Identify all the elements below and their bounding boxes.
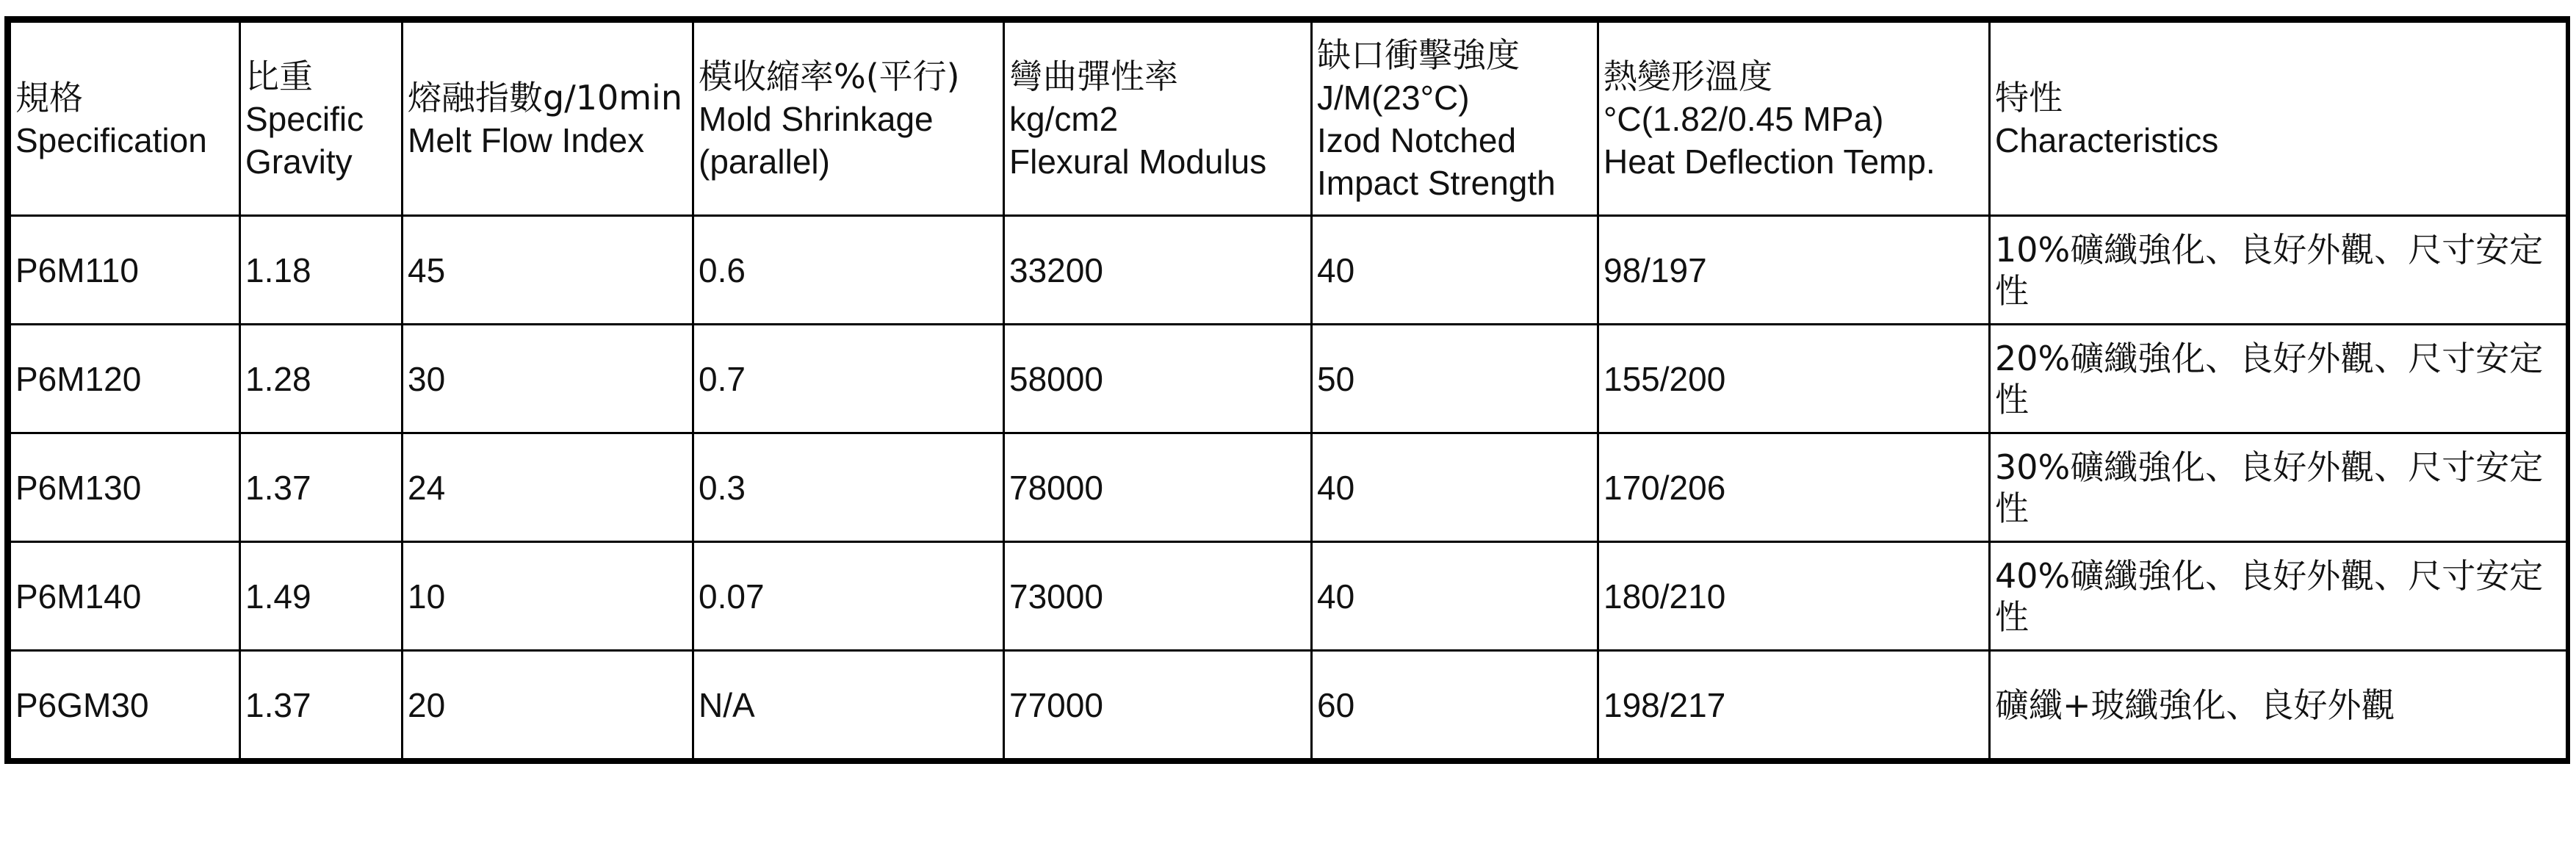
cell-gravity [240,325,403,433]
header-impact-en1: J/M(23°C) [1317,78,1470,117]
cell-hdt [1598,542,1990,651]
header-gravity-en1: Specific [245,99,364,138]
cell-spec-text: P6M130 [15,468,142,507]
header-modulus-en2: Flexural Modulus [1009,142,1267,181]
cell-characteristics-text: 礦纖+玻纖強化、良好外觀 [1995,685,2395,725]
cell-hdt-text: 198/217 [1603,685,1726,724]
cell-impact [1312,325,1598,433]
cell-characteristics [1990,651,2567,760]
column-header-shrinkage [693,22,1004,216]
spec-table [9,21,2568,760]
cell-impact [1312,651,1598,760]
cell-modulus-text: 78000 [1009,468,1103,507]
cell-mfi-text: 20 [408,685,446,724]
cell-shrinkage-text: 0.3 [699,468,746,507]
cell-shrinkage-text: N/A [699,685,755,724]
cell-mfi-text: 24 [408,468,446,507]
cell-shrinkage [693,542,1004,651]
header-impact-en2: Izod Notched [1317,120,1517,159]
column-header-hdt [1598,22,1990,216]
cell-hdt-text: 98/197 [1603,250,1707,289]
header-hdt-zh: 熱變形溫度 [1603,56,1772,96]
cell-mfi-text: 45 [408,250,446,289]
cell-mfi [403,651,693,760]
header-characteristics-zh: 特性 [1995,77,2063,118]
column-header-impact [1312,22,1598,216]
cell-shrinkage [693,216,1004,325]
cell-mfi-text: 30 [408,359,446,398]
header-modulus-en1: kg/cm2 [1009,99,1119,138]
cell-mfi-text: 10 [408,577,446,616]
cell-impact-text: 40 [1317,250,1355,289]
header-row [10,22,2567,216]
cell-gravity-text: 1.18 [245,250,311,289]
cell-mfi [403,325,693,433]
cell-hdt-text: 155/200 [1603,359,1726,398]
cell-characteristics-text: 40%礦纖強化、良好外觀、尺寸安定性 [1995,555,2544,637]
cell-modulus-text: 33200 [1009,250,1103,289]
cell-shrinkage [693,325,1004,433]
cell-gravity-text: 1.37 [245,468,311,507]
header-mfi-zh: 熔融指數g/10min [408,77,682,118]
cell-mfi [403,542,693,651]
cell-modulus [1004,216,1312,325]
header-modulus-zh: 彎曲彈性率 [1009,56,1178,96]
cell-characteristics-text: 10%礦纖強化、良好外觀、尺寸安定性 [1995,229,2544,311]
cell-spec [10,542,240,651]
cell-gravity [240,216,403,325]
header-spec-en1: Specification [15,120,207,159]
cell-mfi [403,433,693,542]
spec-table-frame [4,16,2570,764]
header-shrinkage-zh: 模收縮率%(平行) [699,56,960,96]
cell-impact-text: 40 [1317,577,1355,616]
cell-hdt-text: 180/210 [1603,577,1726,616]
table-row [10,433,2567,542]
cell-modulus-text: 73000 [1009,577,1103,616]
column-header-gravity [240,22,403,216]
table-row [10,216,2567,325]
cell-hdt-text: 170/206 [1603,468,1726,507]
table-row [10,542,2567,651]
cell-hdt [1598,651,1990,760]
header-characteristics-en1: Characteristics [1995,120,2219,159]
cell-shrinkage-text: 0.07 [699,577,765,616]
cell-gravity [240,542,403,651]
cell-gravity-text: 1.49 [245,577,311,616]
header-shrinkage-en2: (parallel) [699,142,830,181]
header-impact-en3: Impact Strength [1317,163,1556,202]
cell-gravity-text: 1.37 [245,685,311,724]
cell-modulus [1004,325,1312,433]
cell-shrinkage [693,651,1004,760]
cell-gravity [240,433,403,542]
cell-modulus [1004,542,1312,651]
cell-spec-text: P6M120 [15,359,142,398]
cell-shrinkage-text: 0.7 [699,359,746,398]
cell-characteristics [1990,542,2567,651]
cell-impact [1312,433,1598,542]
header-shrinkage-en1: Mold Shrinkage [699,99,934,138]
column-header-characteristics [1990,22,2567,216]
column-header-mfi [403,22,693,216]
header-gravity-zh: 比重 [245,56,313,96]
cell-shrinkage-text: 0.6 [699,250,746,289]
cell-spec [10,216,240,325]
cell-hdt [1598,216,1990,325]
cell-characteristics-text: 30%礦纖強化、良好外觀、尺寸安定性 [1995,447,2544,528]
cell-gravity [240,651,403,760]
cell-impact-text: 40 [1317,468,1355,507]
header-gravity-en2: Gravity [245,142,353,181]
cell-impact [1312,542,1598,651]
table-row [10,651,2567,760]
table-row [10,325,2567,433]
cell-characteristics-text: 20%礦纖強化、良好外觀、尺寸安定性 [1995,338,2544,419]
header-impact-zh: 缺口衝擊強度 [1317,35,1520,75]
cell-impact [1312,216,1598,325]
cell-modulus-text: 58000 [1009,359,1103,398]
cell-characteristics [1990,325,2567,433]
column-header-spec [10,22,240,216]
cell-spec-text: P6M140 [15,577,142,616]
cell-characteristics [1990,216,2567,325]
cell-spec [10,325,240,433]
cell-modulus [1004,433,1312,542]
cell-characteristics [1990,433,2567,542]
cell-modulus-text: 77000 [1009,685,1103,724]
cell-spec [10,651,240,760]
header-hdt-en2: Heat Deflection Temp. [1603,142,1935,181]
cell-mfi [403,216,693,325]
header-mfi-en1: Melt Flow Index [408,120,645,159]
header-hdt-en1: °C(1.82/0.45 MPa) [1603,99,1884,138]
cell-impact-text: 60 [1317,685,1355,724]
table-body [10,216,2567,760]
cell-gravity-text: 1.28 [245,359,311,398]
cell-hdt [1598,325,1990,433]
cell-hdt [1598,433,1990,542]
cell-shrinkage [693,433,1004,542]
column-header-modulus [1004,22,1312,216]
cell-spec-text: P6GM30 [15,685,149,724]
cell-spec [10,433,240,542]
cell-impact-text: 50 [1317,359,1355,398]
header-spec-zh: 規格 [15,77,83,118]
cell-modulus [1004,651,1312,760]
cell-spec-text: P6M110 [15,250,139,289]
